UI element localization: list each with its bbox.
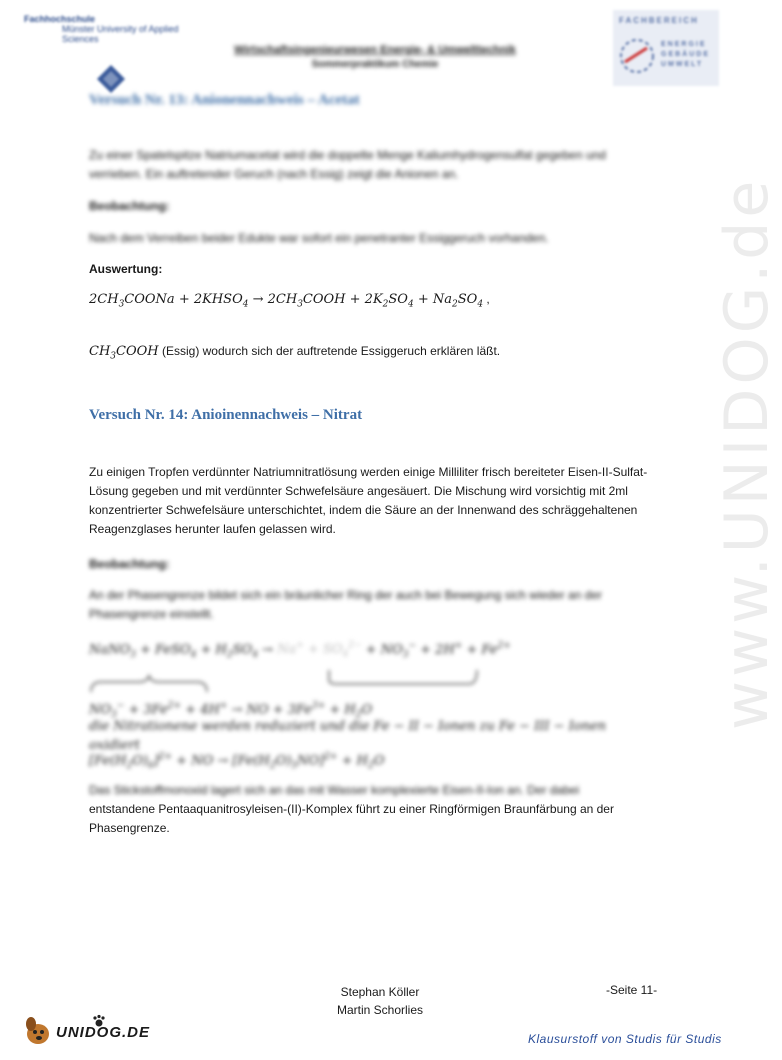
acetic-acid-formula: $CH_3COOH$: [89, 344, 159, 362]
document-header: [200, 44, 550, 70]
section-14-intro: Zu einigen Tropfen verdünnter Natriumnitratlösung werden einige Milliliter frisch bereiteter Eisen-II-Sulfat-Lösung gegeben und mit verdünnter Schwefelsäure angesäuert. Die Mischung wird vorsichtig mit 2ml konzentrierter Schwefelsäure unterschichtet, indem die Säure an der Innenwand des schräggehaltenen Reagenzglases herunter laufen gelassen wird.: [89, 465, 648, 536]
course-subtitle: Sommerpraktikum Chemie: [311, 59, 439, 70]
reaction-note: die Nitrationene werden reduziert und die Fe − II − Ionen zu Fe − III − Ionen oxidiert: [89, 719, 607, 753]
author-2: Martin Schorlies: [336, 1003, 424, 1017]
equation-suffix: ,: [483, 292, 490, 306]
dog-icon: [22, 1014, 56, 1048]
section-13-eval-heading: Auswertung:: [89, 262, 163, 276]
faculty-name: ENERGIE GEBÄUDE UMWELT: [661, 41, 711, 68]
institution-mark-icon: [96, 64, 126, 94]
section-14-conclusion-blurred: Das Stickstoffmonoxid lagert sich an das mit Wasser komplexierte Eisen-II-Ion an. Der dabei: [89, 783, 580, 797]
nitrate-equation-1: NaNO$_3$ + FeSO$_4$ + $H_2SO_4 \to Na^+ + SO_4^{2-} + NO_3^- + 2H^+ + Fe^{2+}$: [89, 641, 511, 660]
footer-claim: Klausurstoff von Studis für Studis: [528, 1032, 722, 1046]
faculty-label: FACHBEREICH: [619, 16, 699, 25]
section-13-note-text: (Essig) wodurch sich der auftretende Essiggeruch erklären läßt.: [158, 344, 501, 358]
author-1: Stephan Köller: [340, 985, 420, 999]
section-13-title: Versuch Nr. 13: Anionennachweis – Acetat: [89, 92, 360, 108]
section-13-obs-text: Nach dem Verreiben beider Edukte war sofort ein penetranter Essiggeruch vorhanden.: [89, 231, 549, 245]
course-title: Wirtschaftsingenieurwesen Energie- & Umwelttechnik: [234, 44, 516, 56]
unidog-logo: [22, 1014, 152, 1048]
faculty-mark-icon: [617, 36, 657, 76]
institution-logo: [24, 14, 214, 94]
section-13-obs-heading: Beobachtung:: [89, 199, 170, 213]
section-14-title: Versuch Nr. 14: Anioinennachweis – Nitrat: [89, 407, 363, 423]
institution-line1: Fachhochschule: [24, 14, 96, 24]
section-13-intro: Zu einer Spatelspitze Natriumacetat wird die doppelte Menge Kaliumhydrogensulfat gegeben und verrieben. Ein auftretender Geruch (nach Essig) zeigt die Anionen an.: [89, 148, 606, 181]
brand-name: UNIDOG.DE: [56, 1024, 151, 1041]
faculty-logo: [613, 10, 719, 86]
footer-authors: [320, 983, 440, 1019]
section-14-conclusion: entstandene Pentaaquanitrosyleisen-(II)-Komplex führt zu einer Ringförmigen Braunfärbung an der Phasengrenze.: [89, 802, 614, 835]
institution-line2: Münster University of Applied Sciences: [62, 24, 179, 44]
section-14-obs-text: An der Phasengrenze bildet sich ein bräunlicher Ring der auch bei Bewegung sich wieder an der Phasengrenze einstellt.: [89, 588, 602, 621]
page-number: -Seite 11-: [606, 983, 658, 997]
equation-bracket: [89, 674, 489, 698]
section-14-obs-heading: Beobachtung:: [89, 557, 170, 571]
acetate-equation: $2CH_3COONa$ + $2KHSO_4$ → $2CH_3COOH + 2K_2SO_4 + Na_2SO_4$ ,: [89, 292, 490, 310]
nitrate-equation-2: $NO_3^- + 3Fe^{2+} + 4H^+$ → NO + $3Fe^{3+} + H_2O$: [89, 701, 373, 720]
section-13-note: [89, 342, 654, 367]
watermark: www.UNIDOG.de: [712, 176, 782, 730]
nitrate-equation-3: $[Fe(H_2O)_6]^{2+}$ + NO → $[Fe(H_2O)_5NO]^{2+} + H_2O$: [89, 752, 385, 771]
